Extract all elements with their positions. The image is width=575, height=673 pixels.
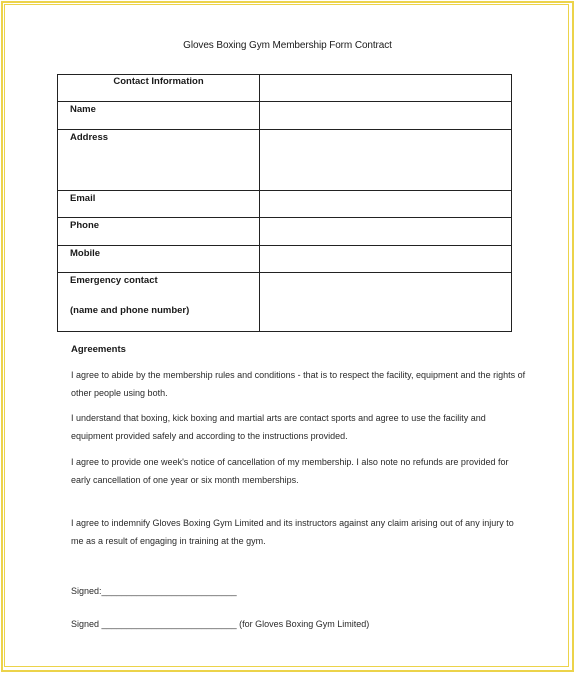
agreement-paragraph-1: I agree to abide by the membership rules and conditions - that is to respect the facility, equipment and the rights of other people using both.	[71, 370, 526, 398]
emergency-sublabel: (name and phone number)	[70, 305, 190, 316]
phone-label: Phone	[58, 218, 260, 246]
contact-header-value	[260, 75, 512, 102]
agreement-paragraph-4: I agree to indemnify Gloves Boxing Gym Limited and its instructors against any claim arising out of any injury to me as a result of engaging in training at the gym.	[71, 518, 514, 546]
mobile-row	[58, 246, 512, 273]
agreements-heading: Agreements	[71, 344, 126, 355]
gym-signature-line[interactable]: Signed ___________________________ (for Gloves Boxing Gym Limited)	[71, 619, 370, 629]
mobile-label: Mobile	[58, 246, 260, 273]
agreement-paragraph-2: I understand that boxing, kick boxing and martial arts are contact sports and agree to use the facility and equipment provided safely and according to the instructions provided.	[71, 413, 486, 441]
address-field[interactable]	[260, 130, 512, 191]
emergency-row	[58, 273, 512, 332]
member-signature-line[interactable]: Signed:___________________________	[71, 586, 237, 596]
name-field[interactable]	[260, 102, 512, 130]
emergency-label-cell	[58, 273, 260, 332]
email-row	[58, 191, 512, 218]
email-label: Email	[58, 191, 260, 218]
address-label: Address	[58, 130, 260, 191]
email-field[interactable]	[260, 191, 512, 218]
form-title: Gloves Boxing Gym Membership Form Contract	[183, 40, 392, 51]
mobile-field[interactable]	[260, 246, 512, 273]
contact-header-row	[58, 75, 512, 102]
agreement-paragraph-3: I agree to provide one week's notice of cancellation of my membership. I also note no refunds are provided for early cancellation of one year or six month memberships.	[71, 457, 509, 485]
phone-field[interactable]	[260, 218, 512, 246]
name-row	[58, 102, 512, 130]
contact-table	[57, 74, 512, 332]
address-row	[58, 130, 512, 191]
emergency-label: Emergency contact	[70, 275, 158, 286]
contact-header-label: Contact Information	[58, 75, 260, 102]
emergency-field[interactable]	[260, 273, 512, 332]
name-label: Name	[58, 102, 260, 130]
phone-row	[58, 218, 512, 246]
